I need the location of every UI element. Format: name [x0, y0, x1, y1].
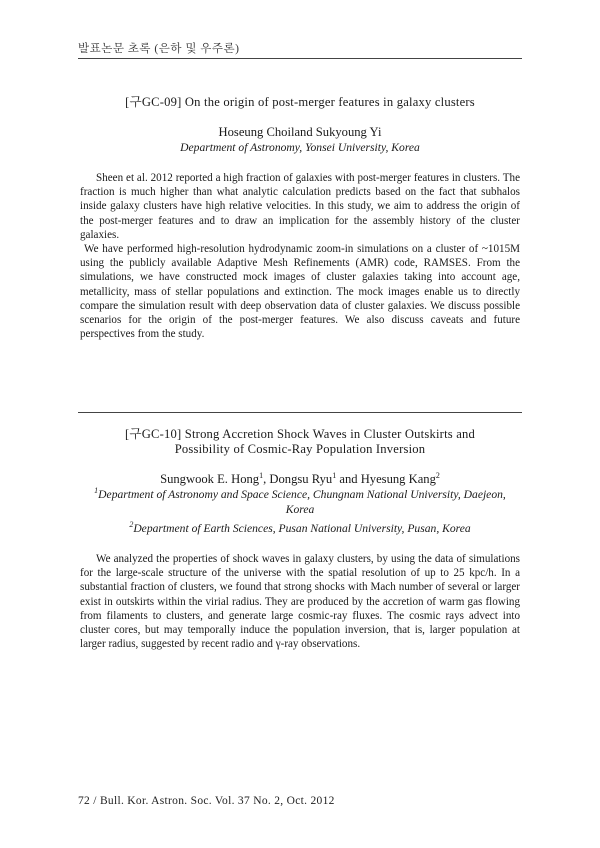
affil-sup: 2 [129, 520, 134, 530]
title-line-1: [구GC-10] Strong Accretion Shock Waves in Cluster Outskirts and [124, 427, 476, 441]
abstract-gc09 [80, 95, 520, 341]
affil-text: Department of Astronomy and Space Science, Chungnam National University, Daejeon, Korea [98, 488, 506, 516]
affiliation-1 [80, 487, 520, 517]
abstract-paragraph: Sheen et al. 2012 reported a high fraction of galaxies with post-merger features in clusters. The fraction is much higher than what analytic calculation predicts based on the fact that subhalos inside galaxy clusters have high relative velocities. In this study, we aim to address the origin of the post-merger features and to draw an implication for the assembly history of the cluster galaxies. [80, 172, 520, 241]
page-footer: 72 / Bull. Kor. Astron. Soc. Vol. 37 No. 2, Oct. 2012 [78, 795, 335, 807]
header-rule [78, 58, 522, 59]
abstract-body [80, 552, 520, 651]
author-name: Dongsu Ryu [269, 472, 333, 486]
abstract-title: [구GC-09] On the origin of post-merger features in galaxy clusters [125, 95, 475, 109]
abstract-gc10 [80, 412, 520, 651]
abstract-body [80, 171, 520, 341]
author-separator: and [336, 472, 361, 486]
author-list [80, 471, 520, 487]
author-name: Sungwook E. Hong [160, 472, 260, 486]
title-line-2: Possibility of Cosmic-Ray Population Inversion [174, 442, 426, 456]
running-header: 발표논문 초록 (은하 및 우주론) [78, 43, 240, 55]
author-list: Hoseung Choiland Sukyoung Yi [218, 125, 382, 139]
author-sup: 1 [259, 470, 264, 480]
affil-text: Department of Earth Sciences, Pusan National University, Pusan, Korea [133, 522, 471, 535]
affiliation: Department of Astronomy, Yonsei University, Korea [180, 141, 420, 154]
abstract-paragraph: We have performed high-resolution hydrodynamic zoom-in simulations on a cluster of ~1015M using the publicly available Adaptive Mesh Refinements (AMR) code, RAMSES. From the simulations, we have constructed mock images of cluster galaxies taking into account age, metallicity, mass of stellar populations and extinction. The mock images enable us to directly compare the simulation result with deep observation data of cluster galaxies. We discuss possible scenarios for the origin of the post-merger features. We also discuss caveats and future perspectives from the study. [80, 243, 520, 341]
author-sup: 1 [332, 470, 337, 480]
author-separator: , [263, 472, 270, 486]
affil-sup: 1 [94, 486, 99, 496]
author-sup: 2 [435, 470, 440, 480]
affiliation-2 [80, 521, 520, 536]
author-name: Hyesung Kang [360, 472, 436, 486]
abstract-title [80, 427, 520, 457]
abstract-paragraph: We analyzed the properties of shock waves in galaxy clusters, by using the data of simulations for the large-scale structure of the universe with the spatial resolution of up to 25 kpc/h. In a substantial fraction of clusters, we found that strong shocks with Mach number of several or larger exist in outskirts within the virial radius. They are produced by the accretion of warm gas flowing from filaments to clusters, and generate large cosmic-ray fluxes. The cosmic rays advect into cluster cores, but may temporally induce the population inversion, that is, larger population at larger radius, suggested by recent radio and γ-ray observations. [80, 553, 520, 651]
